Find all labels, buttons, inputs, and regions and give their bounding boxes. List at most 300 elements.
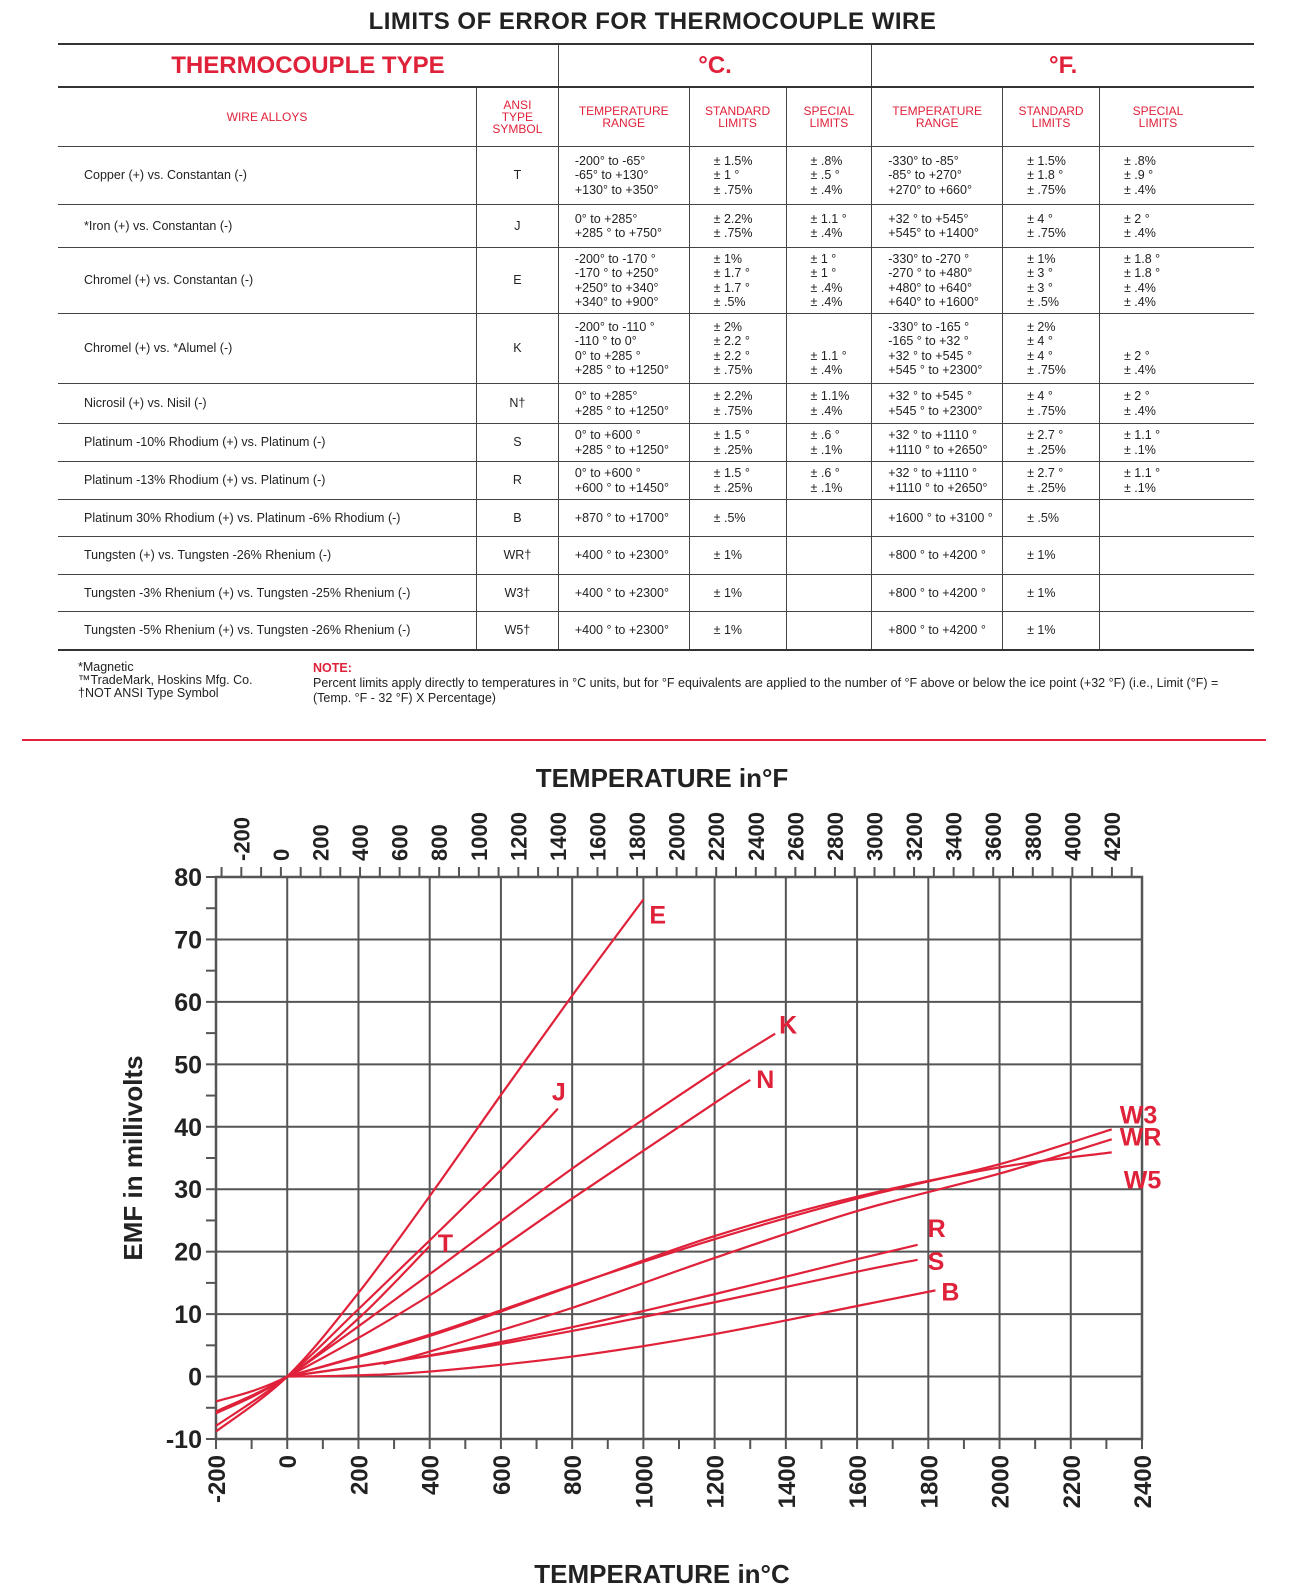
footnote-trademark: ™TradeMark, Hoskins Mfg. Co. <box>78 673 253 687</box>
table-cell-range-f <box>872 384 1003 424</box>
table-cell-alloy: Nicrosil (+) vs. Nisil (-) <box>58 384 476 424</box>
table-cell-std-f <box>1003 612 1100 650</box>
col-spec-c: SPECIAL LIMITS <box>786 87 872 147</box>
cell-line: +400 ° to +2300° <box>574 548 669 563</box>
table-row <box>58 612 1254 650</box>
table-cell-spec-c <box>786 462 872 500</box>
cell-line: ± .5 ° <box>810 168 840 183</box>
x-tick-label-fahrenheit: 2400 <box>743 812 769 861</box>
cell-line: ± .6 ° <box>810 466 840 480</box>
note-text: Percent limits apply directly to temperatures in °C units, but for °F equivalents are applied to the number of °F above or below the ice point (+32 °F) (i.e., Limit (°F) = (Temp. °F - 32 °F) X Percentage) <box>313 676 1219 705</box>
cell-line: ± 2.2 ° <box>713 334 750 348</box>
series-label-w5: W5 <box>1123 1166 1162 1195</box>
table-cell-range-c <box>558 248 689 314</box>
cell-line: -170 ° to +250° <box>574 266 659 280</box>
cell-line: +600 ° to +1450° <box>574 480 669 495</box>
cell-line: ± 1.7 ° <box>713 266 750 280</box>
col-std-f: STANDARD LIMITS <box>1003 87 1100 147</box>
col-spec-f: SPECIAL LIMITS <box>1132 104 1184 130</box>
series-label-wr: WR <box>1119 1123 1162 1152</box>
table-cell-spec-c <box>786 537 872 575</box>
cell-line: +285 ° to +750° <box>574 226 662 240</box>
table-cell-range-f <box>872 575 1003 612</box>
table-cell-alloy: Platinum -10% Rhodium (+) vs. Platinum (-) <box>58 424 476 462</box>
table-cell-range-c <box>558 205 689 248</box>
table-cell-range-f <box>872 147 1003 205</box>
y-tick-label: -10 <box>165 1426 202 1454</box>
emf-chart <box>0 745 1305 1590</box>
fahrenheit-header: °F. <box>1049 51 1078 79</box>
x-tick-label-fahrenheit: 1800 <box>625 812 651 861</box>
table-row <box>58 384 1254 424</box>
x-tick-label-fahrenheit: 2800 <box>822 812 848 861</box>
cell-line: ± .1% <box>810 480 843 495</box>
cell-line: ± 1.7 ° <box>713 280 750 295</box>
cell-line: ± 1.1 ° <box>1123 428 1161 442</box>
cell-line: ± 1.1% <box>810 389 850 403</box>
cell-line: 0° to +600 ° <box>574 466 641 480</box>
cell-line: -330° to -270 ° <box>888 251 970 266</box>
table-cell-std-f <box>1003 314 1100 384</box>
table-cell-std-f <box>1003 384 1100 424</box>
table-cell-std-f <box>1003 205 1100 248</box>
cell-line: ± .75% <box>1027 182 1066 197</box>
table-cell-range-c <box>558 147 689 205</box>
table-cell-spec-c <box>786 314 872 384</box>
table-cell-std-f <box>1003 248 1100 314</box>
cell-line: +32 ° to +545 ° <box>888 348 972 363</box>
table-cell-symbol: K <box>476 314 558 384</box>
cell-line: ± 1.5% <box>713 153 753 168</box>
y-tick-label: 50 <box>174 1051 202 1080</box>
cell-line: ± .75% <box>713 226 753 240</box>
cell-line: ± .75% <box>1027 363 1066 377</box>
x-tick-label-celsius: 1000 <box>631 1455 659 1509</box>
cell-line: ± .4% <box>810 403 843 418</box>
table-cell-range-c <box>558 500 689 537</box>
table-cell-range-c <box>558 575 689 612</box>
x-tick-label-fahrenheit: 1600 <box>585 812 611 861</box>
cell-line: ± 1% <box>1027 548 1056 563</box>
cell-line: ± .8% <box>1123 153 1156 168</box>
limits-table <box>58 43 1254 651</box>
table-cell-range-f <box>872 500 1003 537</box>
cell-line: ± .25% <box>713 442 753 457</box>
series-label-t: T <box>437 1230 453 1259</box>
table-cell-alloy: Platinum -13% Rhodium (+) vs. Platinum (-) <box>58 462 476 500</box>
table-row <box>58 424 1254 462</box>
table-cell-std-c <box>689 248 786 314</box>
cell-line: +640° to +1600° <box>888 295 979 309</box>
series-line-w3 <box>287 1129 1111 1376</box>
x-tick-label-celsius: 2200 <box>1058 1455 1086 1509</box>
table-cell-spec-f <box>1099 205 1254 248</box>
top-axis-title: TEMPERATURE in°F <box>535 763 789 793</box>
x-tick-label-fahrenheit: 3400 <box>941 812 967 861</box>
table-cell-std-f <box>1003 147 1100 205</box>
table-cell-std-c <box>689 424 786 462</box>
cell-line: ± 1% <box>713 623 743 637</box>
table-cell-spec-f <box>1099 384 1254 424</box>
cell-line: ± 1 ° <box>810 251 837 266</box>
series-line-r <box>287 1245 917 1377</box>
cell-line: -110 ° to 0° <box>574 334 637 348</box>
table-cell-std-c <box>689 500 786 537</box>
cell-line: +32 ° to +545° <box>888 211 969 226</box>
y-axis-title: EMF in millivolts <box>118 1055 148 1261</box>
cell-line: +800 ° to +4200 ° <box>888 585 986 600</box>
cell-line: ± 1% <box>1027 623 1056 637</box>
table-cell-spec-c <box>786 612 872 650</box>
table-cell-std-f <box>1003 500 1100 537</box>
table-cell-std-c <box>689 537 786 575</box>
cell-line: -85° to +270° <box>888 168 962 183</box>
table-cell-alloy: Copper (+) vs. Constantan (-) <box>58 147 476 205</box>
series-label-j: J <box>551 1078 566 1107</box>
cell-line: ± 1.5 ° <box>713 466 750 480</box>
cell-line: ± .75% <box>713 363 753 377</box>
cell-line <box>811 586 872 601</box>
cell-line: ± .75% <box>713 403 753 418</box>
table-cell-spec-c <box>786 147 872 205</box>
table-cell-symbol: J <box>476 205 558 248</box>
cell-line: ± .25% <box>1027 480 1066 495</box>
table-cell-spec-f <box>1099 537 1254 575</box>
cell-line: ± 1% <box>1027 585 1056 600</box>
y-tick-label: 70 <box>174 926 202 955</box>
table-cell-range-f <box>872 314 1003 384</box>
cell-line: +32 ° to +1110 ° <box>888 428 978 442</box>
cell-line: ± 4 ° <box>1027 348 1053 363</box>
cell-line: ± 1.5 ° <box>713 428 750 442</box>
x-tick-label-celsius: -200 <box>204 1455 231 1504</box>
cell-line: +800 ° to +4200 ° <box>888 548 986 563</box>
cell-line: ± .1% <box>810 442 843 457</box>
cell-line: ± 1% <box>713 251 743 266</box>
cell-line: ± .1% <box>1123 442 1156 457</box>
y-tick-label: 20 <box>174 1238 202 1267</box>
table-cell-std-f <box>1003 462 1100 500</box>
table-cell-range-c <box>558 424 689 462</box>
cell-line: ± 2.2% <box>713 211 753 226</box>
cell-line: 0° to +285° <box>574 389 638 403</box>
cell-line: +270° to +660° <box>888 182 972 197</box>
cell-line: ± 1.5% <box>1027 153 1066 168</box>
cell-line: +800 ° to +4200 ° <box>888 623 986 637</box>
x-tick-label-celsius: 200 <box>346 1455 374 1496</box>
cell-line: ± 2.2 ° <box>713 348 750 363</box>
table-cell-spec-f <box>1099 424 1254 462</box>
note-label: NOTE: <box>313 661 352 675</box>
table-cell-std-c <box>689 575 786 612</box>
cell-line <box>1124 623 1254 638</box>
cell-line: ± 2% <box>1027 319 1056 334</box>
table-row <box>58 537 1254 575</box>
cell-line: +870 ° to +1700° <box>574 510 669 525</box>
cell-line <box>1124 586 1254 601</box>
footnote-magnetic: *Magnetic <box>78 660 134 674</box>
cell-line: ± .25% <box>1027 442 1066 457</box>
cell-line: +545° to +1400° <box>888 226 979 240</box>
cell-line <box>1124 334 1254 349</box>
cell-line: ± .4% <box>1123 280 1156 295</box>
table-cell-std-c <box>689 462 786 500</box>
cell-line: ± .4% <box>810 295 843 309</box>
x-tick-label-fahrenheit: 0 <box>268 848 294 861</box>
cell-line: ± 1 ° <box>810 266 837 280</box>
col-range-c: TEMPERATURE RANGE <box>558 87 689 147</box>
cell-line: +480° to +640° <box>888 280 972 295</box>
table-cell-spec-f <box>1099 612 1254 650</box>
y-tick-label: 0 <box>188 1363 202 1392</box>
cell-line <box>811 334 872 349</box>
cell-line: ± .4% <box>810 226 843 240</box>
cell-line: ± 2 ° <box>1123 211 1150 226</box>
table-row <box>58 147 1254 205</box>
cell-line: ± 3 ° <box>1027 266 1053 280</box>
cell-line: +250° to +340° <box>574 280 659 295</box>
cell-line: +545 ° to +2300° <box>888 363 983 377</box>
x-tick-label-celsius: 2000 <box>987 1455 1015 1509</box>
col-wire-alloys: WIRE ALLOYS <box>58 87 476 147</box>
x-tick-label-fahrenheit: 200 <box>308 824 334 861</box>
footnotes <box>78 661 253 700</box>
table-cell-range-c <box>558 612 689 650</box>
cell-line: ± 4 ° <box>1027 211 1053 226</box>
series-label-b: B <box>941 1278 960 1307</box>
table-cell-alloy: Platinum 30% Rhodium (+) vs. Platinum -6% Rhodium (-) <box>58 500 476 537</box>
cell-line: ± .25% <box>713 480 753 495</box>
table-cell-std-f <box>1003 424 1100 462</box>
table-cell-spec-c <box>786 384 872 424</box>
x-tick-label-fahrenheit: 4000 <box>1060 812 1086 861</box>
cell-line: ± 1.1 ° <box>1123 466 1161 480</box>
x-tick-label-fahrenheit: 3600 <box>981 812 1007 861</box>
table-row <box>58 205 1254 248</box>
series-label-k: K <box>779 1011 798 1040</box>
table-cell-range-f <box>872 424 1003 462</box>
cell-line: ± 2.2% <box>713 389 753 403</box>
cell-line: 0° to +600 ° <box>574 428 641 442</box>
cell-line <box>1124 320 1254 335</box>
x-tick-label-fahrenheit: 1000 <box>466 812 492 861</box>
cell-line: ± .4% <box>1123 363 1156 377</box>
thermocouple-type-header: THERMOCOUPLE TYPE <box>58 44 558 87</box>
cell-line: +285 ° to +1250° <box>574 363 669 377</box>
table-cell-spec-f <box>1099 147 1254 205</box>
cell-line: ± .4% <box>1123 403 1156 418</box>
cell-line: ± 1.1 ° <box>810 348 847 363</box>
cell-line: ± 3 ° <box>1027 280 1053 295</box>
table-cell-spec-f <box>1099 314 1254 384</box>
cell-line: +1110 ° to +2650° <box>888 442 988 457</box>
y-tick-label: 60 <box>174 988 202 1017</box>
table-cell-spec-c <box>786 575 872 612</box>
table-cell-alloy: Chromel (+) vs. Constantan (-) <box>58 248 476 314</box>
cell-line: +130° to +350° <box>574 182 659 197</box>
table-cell-range-f <box>872 462 1003 500</box>
table-row <box>58 248 1254 314</box>
table-cell-std-f <box>1003 575 1100 612</box>
table-cell-alloy: *Iron (+) vs. Constantan (-) <box>58 205 476 248</box>
cell-line: +545 ° to +2300° <box>888 403 983 418</box>
cell-line: ± .4% <box>1123 295 1156 309</box>
table-cell-symbol: R <box>476 462 558 500</box>
table-cell-std-c <box>689 205 786 248</box>
cell-line: ± 1.8 ° <box>1027 168 1064 183</box>
series-label-r: R <box>927 1214 946 1243</box>
x-tick-label-celsius: 1600 <box>845 1455 873 1509</box>
table-cell-symbol: N† <box>476 384 558 424</box>
table-row <box>58 462 1254 500</box>
table-row <box>58 500 1254 537</box>
cell-line: -270 ° to +480° <box>888 266 973 280</box>
plot-frame <box>216 877 1142 1439</box>
col-range-f: TEMPERATURE RANGE <box>872 87 1003 147</box>
cell-line: ± .75% <box>713 182 753 197</box>
table-cell-std-c <box>689 612 786 650</box>
table-cell-std-c <box>689 314 786 384</box>
cell-line: ± .4% <box>810 280 843 295</box>
table-cell-alloy: Chromel (+) vs. *Alumel (-) <box>58 314 476 384</box>
cell-line: -330° to -165 ° <box>888 319 970 334</box>
cell-line: -330° to -85° <box>888 153 959 168</box>
x-tick-label-fahrenheit: 400 <box>348 824 374 861</box>
celsius-header: °C. <box>558 44 871 87</box>
bottom-axis-title: TEMPERATURE in°C <box>534 1559 790 1589</box>
cell-line: -65° to +130° <box>574 168 649 183</box>
cell-line: ± .9 ° <box>1123 168 1154 183</box>
y-tick-label: 40 <box>174 1113 202 1142</box>
table-body <box>58 147 1254 650</box>
cell-line: ± .5% <box>1027 510 1059 525</box>
x-tick-label-fahrenheit: 2000 <box>664 812 690 861</box>
series-line-j <box>216 1109 558 1426</box>
table-cell-range-c <box>558 384 689 424</box>
footnote-not-ansi: †NOT ANSI Type Symbol <box>78 686 219 700</box>
x-tick-label-celsius: 600 <box>488 1455 516 1496</box>
table-cell-spec-c <box>786 205 872 248</box>
cell-line: ± .5% <box>713 510 746 525</box>
x-tick-label-celsius: 1200 <box>702 1455 730 1509</box>
table-cell-alloy: Tungsten -5% Rhenium (+) vs. Tungsten -26% Rhenium (-) <box>58 612 476 650</box>
cell-line: ± 2.7 ° <box>1027 466 1064 480</box>
cell-line: ± 1.8 ° <box>1123 266 1161 280</box>
series-label-e: E <box>649 901 667 930</box>
series-label-w3: W3 <box>1119 1101 1158 1130</box>
x-tick-label-fahrenheit: 1200 <box>506 812 532 861</box>
cell-line: ± .8% <box>810 153 843 168</box>
cell-line: ± .1% <box>1123 480 1156 495</box>
table-cell-spec-c <box>786 248 872 314</box>
cell-line: ± .75% <box>1027 226 1066 240</box>
cell-line: ± .4% <box>1123 182 1156 197</box>
table-cell-std-c <box>689 384 786 424</box>
cell-line: -200° to -170 ° <box>574 251 656 266</box>
x-tick-label-fahrenheit: 3200 <box>902 812 928 861</box>
series-label-n: N <box>756 1065 775 1094</box>
cell-line: +400 ° to +2300° <box>574 623 669 637</box>
series-line-k <box>216 1034 775 1414</box>
cell-line: ± .75% <box>1027 403 1066 418</box>
x-tick-label-fahrenheit: 3800 <box>1020 812 1046 861</box>
table-cell-spec-f <box>1099 500 1254 537</box>
table-cell-symbol: WR† <box>476 537 558 575</box>
cell-line: ± 4 ° <box>1027 389 1053 403</box>
table-cell-spec-f <box>1099 248 1254 314</box>
cell-line: -200° to -65° <box>574 153 646 168</box>
cell-line <box>811 623 872 638</box>
y-tick-label: 10 <box>174 1301 202 1330</box>
table-cell-range-f <box>872 205 1003 248</box>
table-cell-std-c <box>689 147 786 205</box>
cell-line: +1600 ° to +3100 ° <box>888 510 993 525</box>
cell-line: +1110 ° to +2650° <box>888 480 988 495</box>
x-tick-label-fahrenheit: 600 <box>387 824 413 861</box>
cell-line: +32 ° to +1110 ° <box>888 466 978 480</box>
table-cell-symbol: B <box>476 500 558 537</box>
table-cell-spec-c <box>786 500 872 537</box>
table-cell-symbol: S <box>476 424 558 462</box>
cell-line: ± 1% <box>713 585 743 600</box>
cell-line: ± 2 ° <box>1123 389 1150 403</box>
col-std-c: STANDARD LIMITS <box>689 87 786 147</box>
table-cell-symbol: T <box>476 147 558 205</box>
cell-line: ± 2 ° <box>1123 348 1150 363</box>
table-cell-spec-f <box>1099 462 1254 500</box>
table-cell-alloy: Tungsten (+) vs. Tungsten -26% Rhenium (-) <box>58 537 476 575</box>
table-cell-std-f <box>1003 537 1100 575</box>
y-tick-label: 80 <box>174 864 202 892</box>
cell-line <box>811 511 872 526</box>
section-divider <box>22 739 1266 741</box>
cell-line: ± 1% <box>713 548 743 563</box>
table-cell-alloy: Tungsten -3% Rhenium (+) vs. Tungsten -25% Rhenium (-) <box>58 575 476 612</box>
y-tick-label: 30 <box>174 1176 202 1205</box>
table-cell-spec-f <box>1099 575 1254 612</box>
table-cell-range-c <box>558 462 689 500</box>
cell-line: ± 2% <box>713 319 743 334</box>
x-tick-label-celsius: 800 <box>560 1455 588 1496</box>
cell-line <box>811 548 872 563</box>
table-row <box>58 314 1254 384</box>
series-line-s <box>287 1260 917 1377</box>
x-tick-label-fahrenheit: 4200 <box>1099 812 1125 861</box>
cell-line: -165 ° to +32 ° <box>888 334 969 348</box>
x-tick-label-fahrenheit: 1400 <box>545 812 571 861</box>
cell-line: ± 1 ° <box>713 168 740 183</box>
cell-line: ± .5% <box>713 295 746 309</box>
x-tick-label-fahrenheit: 800 <box>427 824 453 861</box>
cell-line: ± .5% <box>1027 295 1059 309</box>
table-cell-spec-c <box>786 424 872 462</box>
x-tick-label-fahrenheit: -200 <box>229 816 255 861</box>
series-line-n <box>216 1080 750 1402</box>
x-tick-label-celsius: 2400 <box>1130 1455 1157 1509</box>
cell-line: -200° to -110 ° <box>574 319 655 334</box>
cell-line: +285 ° to +1250° <box>574 442 669 457</box>
table-cell-range-f <box>872 248 1003 314</box>
table-cell-range-f <box>872 537 1003 575</box>
cell-line: 0° to +285° <box>574 211 638 226</box>
table-cell-range-f <box>872 612 1003 650</box>
cell-line <box>811 320 872 335</box>
table-cell-range-c <box>558 537 689 575</box>
col-ansi-symbol: ANSI TYPE SYMBOL <box>476 87 558 147</box>
cell-line <box>1124 511 1254 526</box>
cell-line: ± .4% <box>1123 226 1156 240</box>
cell-line: ± .4% <box>810 182 843 197</box>
